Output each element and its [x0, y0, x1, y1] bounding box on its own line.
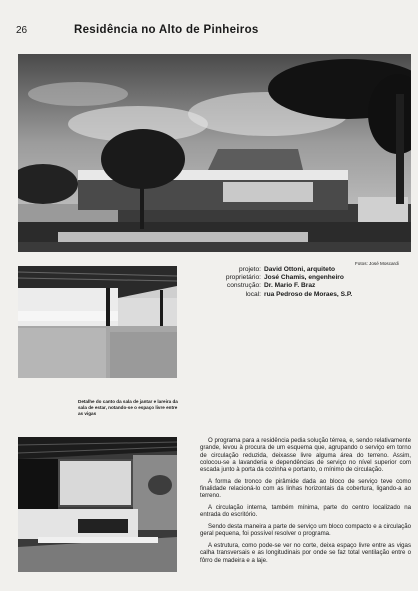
credit-value: Dr. Mario F. Braz [264, 282, 316, 290]
credit-row-project [190, 266, 352, 274]
body-paragraph: Sendo desta maneira a parte de serviço um bloco compacto e a circulação geral pequena, foi possível resolver o programa. [200, 523, 411, 538]
project-credits [190, 266, 352, 299]
page-number: 26 [16, 25, 28, 36]
interior-corner-photo [18, 266, 177, 378]
credit-value: rua Pedroso de Moraes, S.P. [264, 290, 353, 298]
credit-row-location [190, 291, 352, 299]
credit-label: proprietário: [225, 274, 261, 282]
body-paragraph: A estrutura, como pode-se ver no corte, deixa espaço livre entre as vigas calha transversais e as longitudinais por onde se faz total ventilação entre o fôrro de madeira e a laje. [200, 542, 411, 564]
photo-credit: Fotos: José Moscardi [355, 261, 399, 266]
credit-label: construção: [226, 282, 261, 290]
credit-value: José Chamis, engenheiro [264, 274, 344, 282]
credit-row-construction [190, 282, 352, 290]
credit-label: local: [245, 290, 261, 298]
body-paragraph: O programa para a residência pedia solução térrea, e, sendo relativamente grande, levou à procura de um esquema que, agrupando o serviço em torno de circulação reduzida, deixasse livre alguma área do terreno. Assim, colocou-se a lavanderia e dependências de serviço no nível superior com escada junto à porta da cozinha e portanto, o mínimo de circulação. [200, 437, 411, 474]
credit-value: David Ottoni, arquiteto [264, 266, 336, 273]
credit-row-owner [190, 274, 352, 282]
exterior-photo [18, 54, 411, 252]
photo-caption: Detalhe do canto da sala de jantar e lareira da sala de estar, notando-se o espaço livre entre as vigas [78, 399, 178, 417]
interior-fireplace-photo [18, 437, 177, 572]
article-body [200, 437, 411, 568]
body-paragraph: A circulação interna, também mínima, parte do centro localizado na entrada do escritório. [200, 504, 411, 519]
credit-label: projeto: [239, 266, 261, 273]
body-paragraph: A forma de tronco de pirâmide dada ao bloco de serviço teve como finalidade relacioná-lo com as linhas horizontais da cobertura, ligando-a ao terreno. [200, 477, 411, 500]
article-title: Residência no Alto de Pinheiros [74, 24, 259, 36]
